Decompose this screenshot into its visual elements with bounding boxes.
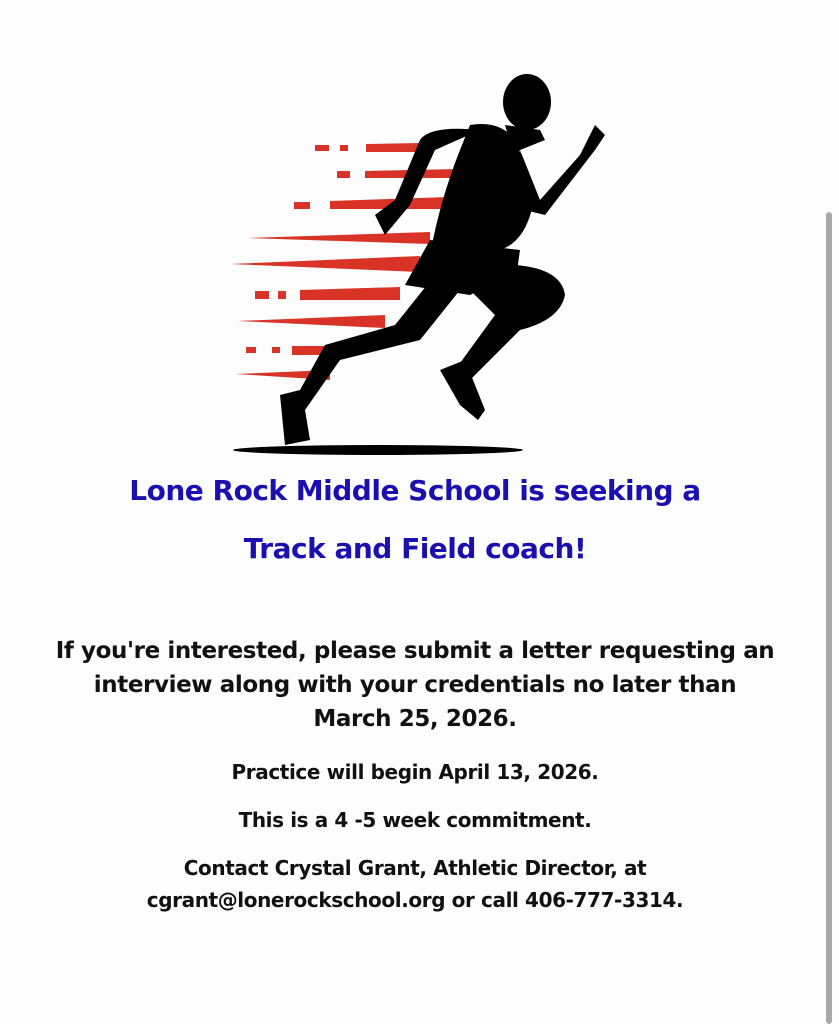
commitment-text: This is a 4 -5 week commitment.	[238, 808, 592, 832]
practice-text: Practice will begin April 13, 2026.	[231, 760, 599, 784]
headline-line-2: Track and Field coach!	[243, 532, 587, 565]
instructions-line: interview along with your credentials no later than	[93, 672, 737, 698]
runner-icon	[0, 60, 839, 460]
contact-text	[0, 852, 830, 916]
contact-line: cgrant@lonerockschool.org or call 406-777-3314.	[146, 888, 684, 912]
contact-line: Contact Crystal Grant, Athletic Director, at	[183, 856, 647, 880]
instructions-text	[0, 634, 830, 736]
instructions-line: March 25, 2026.	[313, 706, 517, 732]
headline-line-1: Lone Rock Middle School is seeking a	[129, 474, 701, 507]
scrollbar[interactable]	[826, 212, 832, 1024]
instructions-line: If you're interested, please submit a letter requesting an	[55, 638, 775, 664]
